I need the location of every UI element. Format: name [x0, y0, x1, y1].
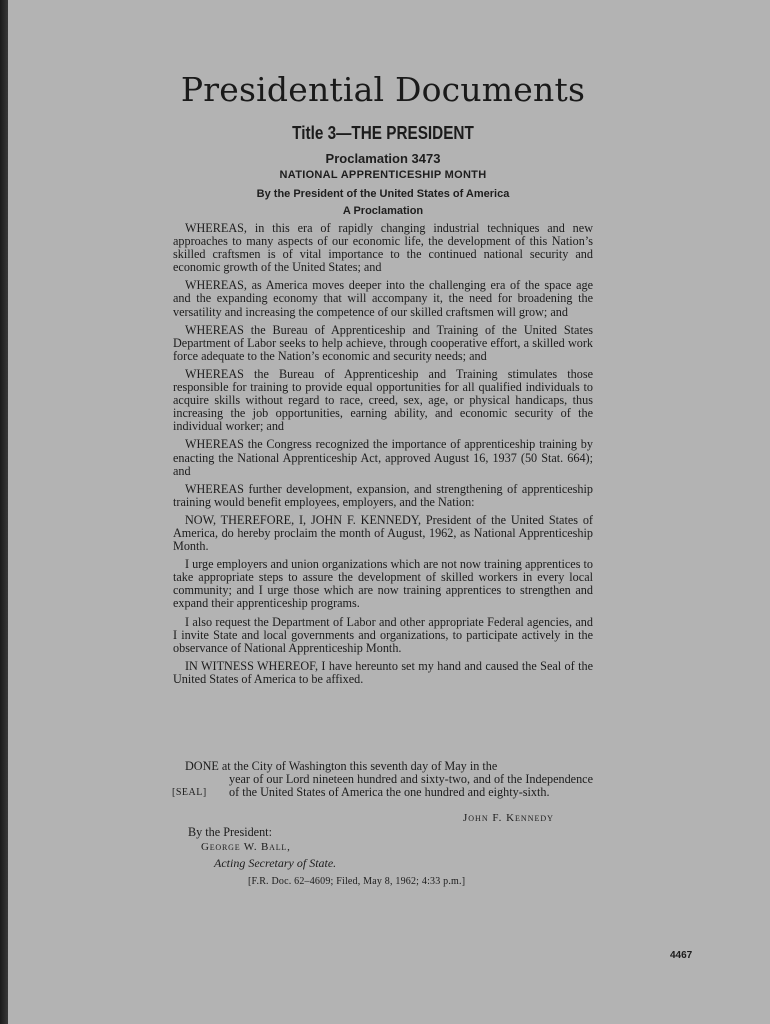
page-number: 4467	[670, 950, 693, 961]
paragraph-whereas-5: WHEREAS the Congress recognized the importance of apprenticeship training by enacting the National Apprenticeship Act, approved August 16, 1937 (50 Stat. 664); and	[173, 437, 593, 478]
paragraph-in-witness: IN WITNESS WHEREOF, I have hereunto set my hand and caused the Seal of the United States of America to be affixed.	[173, 658, 593, 686]
paragraph-whereas-6: WHEREAS further development, expansion, and strengthening of apprenticeship training would benefit employees, employers, and the Nation:	[173, 481, 593, 509]
federal-register-doc-line: [F.R. Doc. 62–4609; Filed, May 8, 1962; 4:33 p.m.]	[248, 876, 466, 887]
a-proclamation-label: A Proclamation	[342, 205, 424, 217]
byline: By the President of the United States of America	[256, 188, 510, 200]
paragraph-whereas-2: WHEREAS, as America moves deeper into the challenging era of the space age and the expanding economy that will accompany it, the need for broadening the versatility and increasing the competence of our skilled craftsmen will grow; and	[173, 278, 593, 319]
proclamation-body	[173, 222, 593, 691]
paragraph-request-labor: I also request the Department of Labor and other appropriate Federal agencies, and I invite State and local governments and organizations, to participate actively in the observance of National Apprenticeship Month.	[173, 614, 593, 655]
paragraph-whereas-4: WHEREAS the Bureau of Apprenticeship and Training stimulates those responsible for training to provide equal opportunities for all qualified individuals to acquire skills without regard to race, creed, sex, age, or physical handicaps, thus increasing the job opportunities, earning ability, and economic security of the individual worker; and	[173, 366, 593, 434]
paragraph-urge-employers: I urge employers and union organizations which are not now training apprentices to take appropriate steps to assure the development of skilled workers in every local community; and I urge those which are now training apprentices to strengthen and expand their apprenticeship programs.	[173, 557, 593, 611]
countersigner-title: Acting Secretary of State.	[214, 856, 337, 870]
done-continuation	[172, 772, 593, 800]
paragraph-whereas-3: WHEREAS the Bureau of Apprenticeship and Training of the United States Department of Labor seeks to help achieve, through cooperative effort, a skilled work force adequate to the Nation’s economic and security needs; and	[173, 322, 593, 363]
by-the-president-label: By the President:	[188, 825, 272, 839]
paragraph-now-therefore: NOW, THEREFORE, I, JOHN F. KENNEDY, President of the United States of America, do hereby proclaim the month of August, 1962, as National Apprenticeship Month.	[173, 512, 593, 554]
proclamation-number: Proclamation 3473	[325, 151, 441, 166]
countersigner-name: George W. Ball,	[201, 841, 291, 853]
section-header: Presidential Documents	[180, 70, 586, 109]
proclamation-name: NATIONAL APPRENTICESHIP MONTH	[279, 169, 487, 181]
document-page	[8, 0, 770, 1024]
seal-marker: [SEAL]	[172, 787, 207, 799]
signature-john-f-kennedy: John F. Kennedy	[463, 812, 554, 824]
done-clause	[173, 760, 593, 799]
done-rest-text: year of our Lord nineteen hundred and sixty-two, and of the Independence of the United States of America the one hundred and eighty-sixth.	[229, 772, 593, 800]
paragraph-whereas-1: WHEREAS, in this era of rapidly changing industrial techniques and new approaches to many aspects of our economic life, the development of this Nation’s skilled craftsmen is of vital importance to the continued national security and economic growth of the United States; and	[173, 221, 593, 275]
done-first-line: DONE at the City of Washington this seventh day of May in the	[185, 759, 498, 773]
title-heading: Title 3—THE PRESIDENT	[292, 123, 474, 143]
